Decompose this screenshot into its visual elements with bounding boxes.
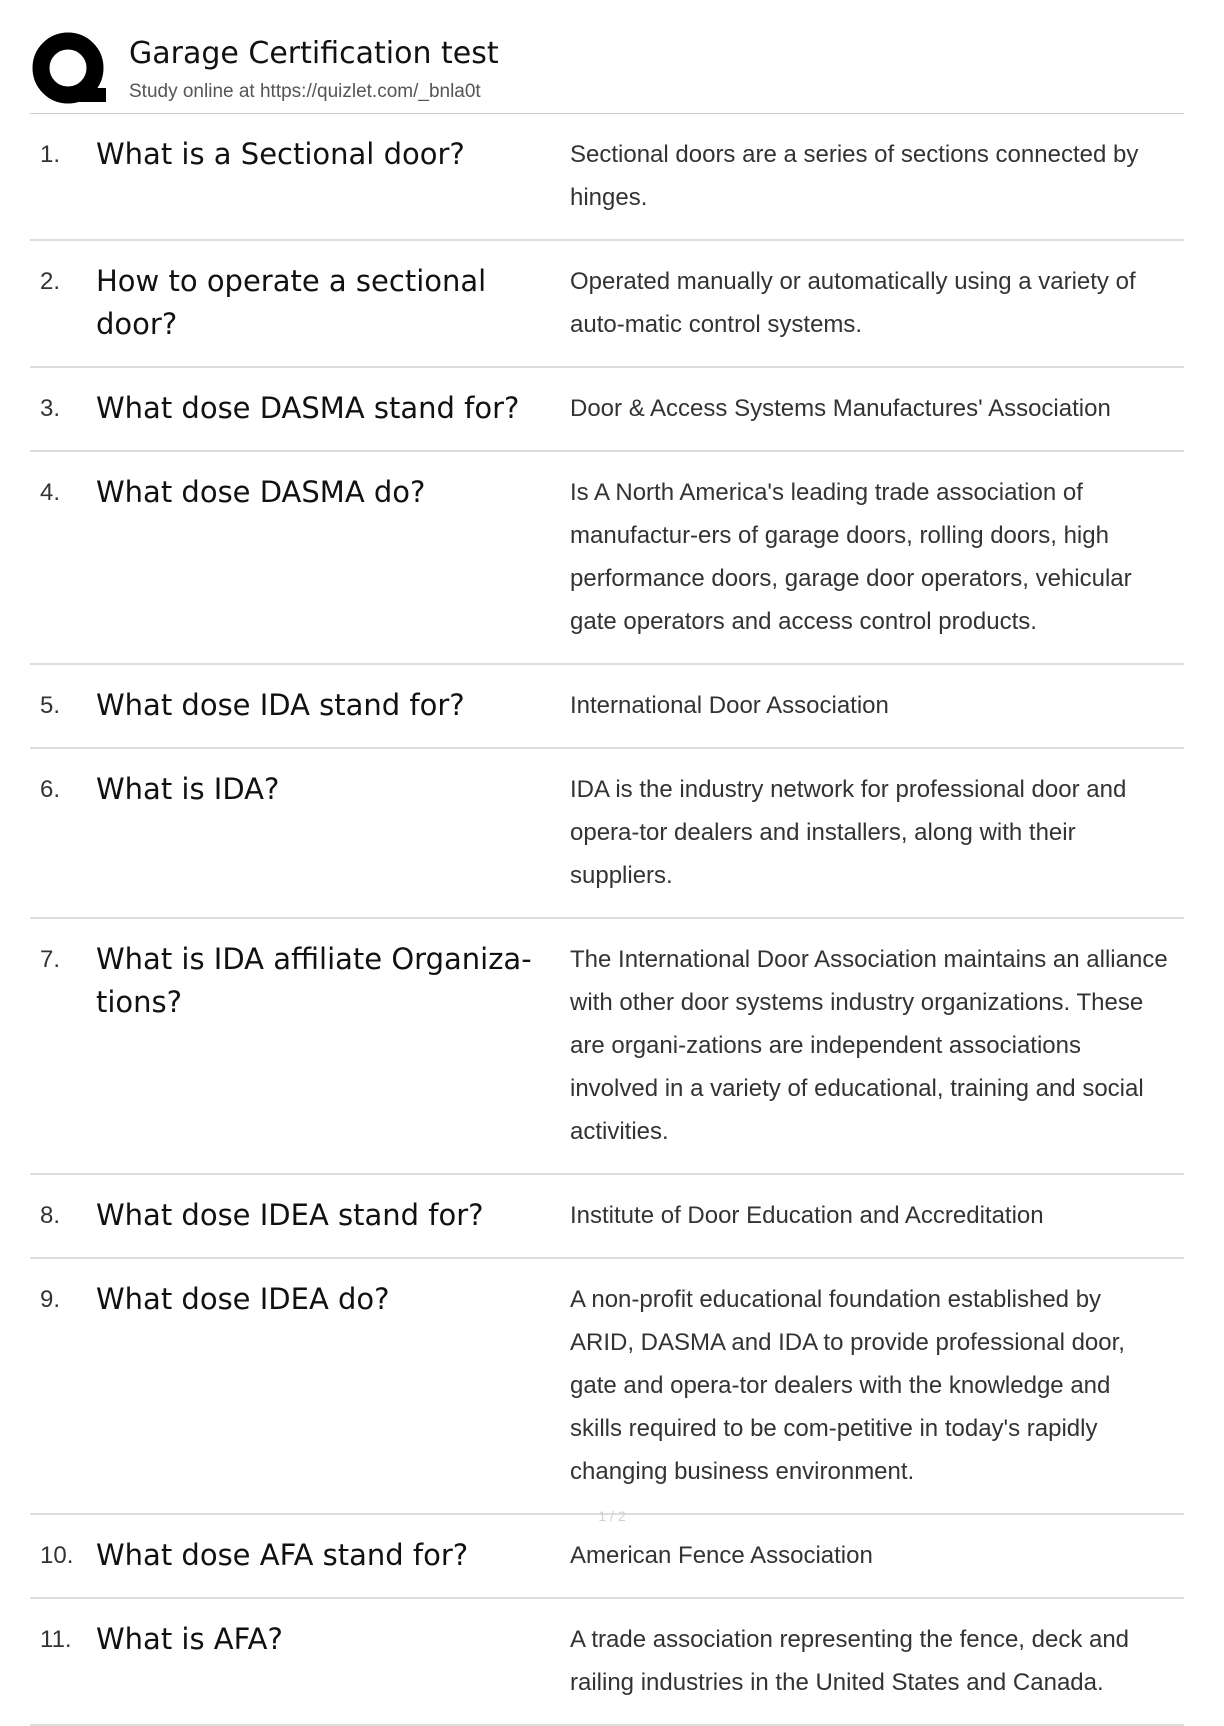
card-number: 9.	[40, 1286, 61, 1313]
flashcard-list	[30, 114, 1184, 1726]
flashcard-row	[30, 452, 1184, 665]
card-number: 5.	[40, 692, 61, 719]
card-definition: International Door Association	[570, 692, 889, 719]
card-definition: A trade association representing the fence, deck and railing industries in the United States and Canada.	[570, 1626, 1130, 1696]
card-number: 3.	[40, 395, 61, 422]
card-number: 6.	[40, 776, 61, 803]
card-definition: Institute of Door Education and Accreditation	[570, 1202, 1044, 1229]
card-number: 7.	[40, 946, 61, 973]
card-term: What dose DASMA stand for?	[96, 391, 520, 425]
card-definition: Door & Access Systems Manufactures' Association	[570, 395, 1111, 422]
card-term: What is a Sectional door?	[96, 137, 465, 171]
card-number: 1.	[40, 141, 61, 168]
card-definition: A non-profit educational foundation established by ARID, DASMA and IDA to provide professional door, gate and opera-tor dealers with the knowledge and skills required to be com-petitive in today's rapidly changing business environment.	[570, 1286, 1125, 1485]
card-definition: Sectional doors are a series of sections connected by hinges.	[570, 141, 1139, 211]
flashcard-row	[30, 665, 1184, 749]
page-number: 1 / 2	[598, 1508, 626, 1524]
card-number: 2.	[40, 268, 61, 295]
card-number: 11.	[40, 1626, 72, 1653]
flashcard-row	[30, 114, 1184, 241]
card-definition: The International Door Association maintains an alliance with other door systems industry organizations. These are organi-zations are independent associations involved in a variety of educational, training and social activities.	[570, 946, 1168, 1145]
card-term: What dose IDEA stand for?	[96, 1198, 484, 1232]
card-term: What is IDA affiliate Organiza-tions?	[96, 942, 532, 1019]
flashcard-row	[30, 1259, 1184, 1515]
flashcard-row	[30, 1175, 1184, 1259]
flashcard-row	[30, 1515, 1184, 1599]
card-number: 8.	[40, 1202, 61, 1229]
card-term: How to operate a sectional door?	[96, 264, 487, 341]
card-term: What dose IDEA do?	[96, 1282, 390, 1316]
card-definition: Is A North America's leading trade association of manufactur-ers of garage doors, rolling doors, high performance doors, garage door operators, vehicular gate operators and access control products.	[570, 479, 1132, 635]
flashcard-row	[30, 241, 1184, 368]
page-title: Garage Certification test	[129, 36, 499, 71]
card-term: What is IDA?	[96, 772, 280, 806]
flashcard-row	[30, 368, 1184, 452]
study-online-link[interactable]: Study online at https://quizlet.com/_bnla0t	[129, 81, 481, 102]
flashcard-row	[30, 919, 1184, 1175]
quizlet-logo-icon	[32, 32, 108, 108]
card-definition: IDA is the industry network for professional door and opera-tor dealers and installers, along with their suppliers.	[570, 776, 1127, 889]
card-definition: Operated manually or automatically using a variety of auto-matic control systems.	[570, 268, 1136, 338]
flashcard-row	[30, 1599, 1184, 1726]
page-header	[30, 30, 1184, 114]
card-term: What dose IDA stand for?	[96, 688, 465, 722]
card-number: 10.	[40, 1542, 74, 1569]
card-term: What dose DASMA do?	[96, 475, 426, 509]
card-number: 4.	[40, 479, 61, 506]
card-term: What is AFA?	[96, 1622, 283, 1656]
card-term: What dose AFA stand for?	[96, 1538, 469, 1572]
card-definition: American Fence Association	[570, 1542, 873, 1569]
flashcard-row	[30, 749, 1184, 919]
